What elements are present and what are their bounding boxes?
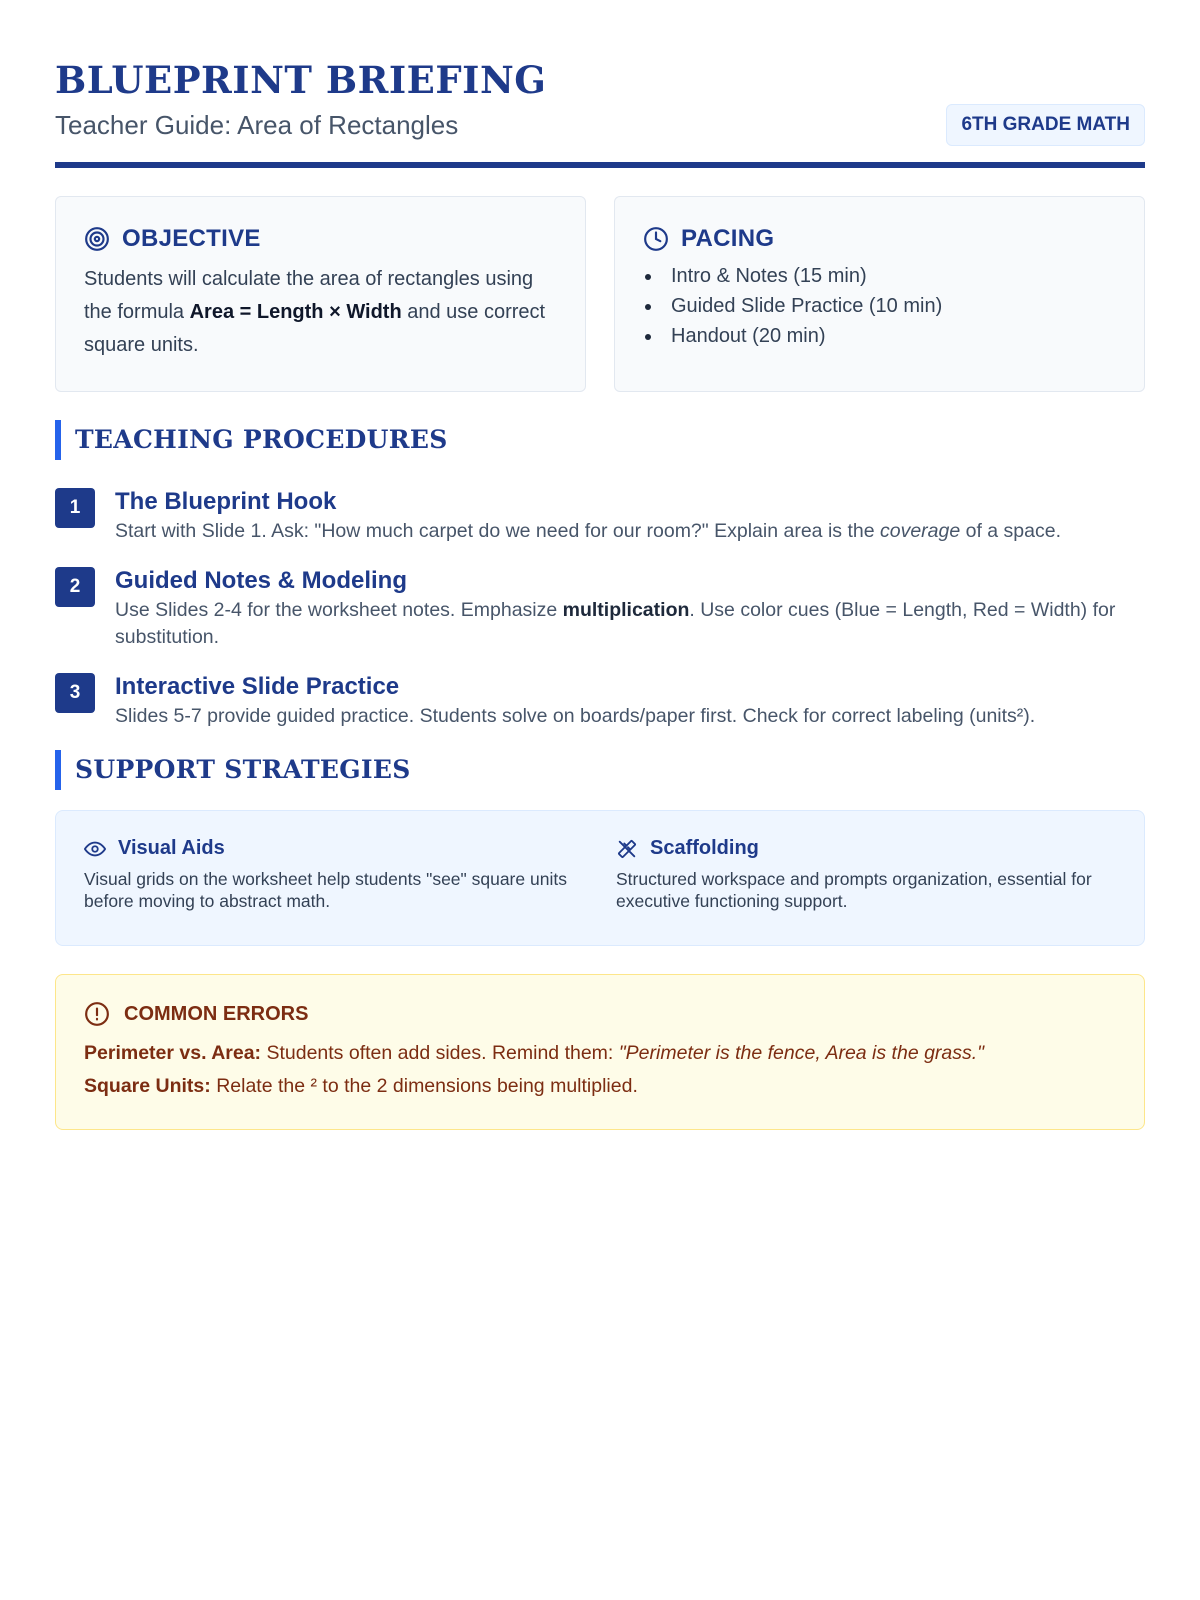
overview-cards: [55, 196, 1145, 392]
step-title: Guided Notes & Modeling: [115, 567, 407, 594]
step-2: [55, 565, 1145, 651]
common-errors-box: [55, 974, 1145, 1130]
page-subtitle: Teacher Guide: Area of Rectangles: [55, 110, 459, 140]
support-text: Structured workspace and prompts organization, essential for executive functioning support.: [616, 869, 1092, 911]
support-scaffolding: [616, 837, 1116, 919]
step-title: The Blueprint Hook: [115, 488, 337, 515]
objective-card: [55, 196, 586, 392]
support-box: [55, 810, 1145, 946]
step-1: [55, 486, 1145, 545]
target-icon: [84, 226, 110, 252]
step-text: Use Slides 2-4 for the worksheet notes. Emphasize multiplication. Use color cues (Blue = Length, Red = Width) for substitution.: [115, 599, 1116, 648]
list-item: Intro & Notes (15 min): [643, 261, 1116, 291]
header: [55, 56, 1145, 168]
list-item: Handout (20 min): [643, 321, 1116, 351]
step-number: 2: [55, 567, 95, 607]
procedure-steps: [55, 486, 1145, 730]
pacing-card: [614, 196, 1145, 392]
step-number: 3: [55, 673, 95, 713]
support-text: Visual grids on the worksheet help students "see" square units before moving to abstract math.: [84, 869, 567, 911]
step-text: Start with Slide 1. Ask: "How much carpet do we need for our room?" Explain area is the coverage of a space.: [115, 520, 1062, 542]
pencil-ruler-icon: [616, 838, 638, 860]
clock-icon: [643, 226, 669, 252]
errors-title: COMMON ERRORS: [124, 1002, 309, 1025]
error-item: Square Units: Relate the ² to the 2 dimensions being multiplied.: [84, 1075, 638, 1097]
procedures-heading: TEACHING PROCEDURES: [55, 420, 1145, 460]
support-visual-aids: [84, 837, 584, 919]
objective-title: OBJECTIVE: [122, 225, 261, 252]
pacing-header: [643, 225, 1116, 253]
objective-text: Students will calculate the area of rectangles using the formula Area = Length × Width and use correct square units.: [84, 268, 546, 356]
support-title: Visual Aids: [118, 837, 225, 859]
pacing-title: PACING: [681, 225, 775, 252]
step-3: [55, 671, 1145, 730]
objective-header: [84, 225, 557, 253]
grade-badge: 6TH GRADE MATH: [946, 104, 1145, 146]
support-title: Scaffolding: [650, 837, 759, 859]
pacing-list: [643, 261, 1116, 351]
area-formula: Area = Length × Width: [189, 301, 402, 323]
error-item: Perimeter vs. Area: Students often add sides. Remind them: "Perimeter is the fence, Area is the grass.": [84, 1042, 985, 1064]
step-title: Interactive Slide Practice: [115, 673, 400, 700]
support-heading: SUPPORT STRATEGIES: [55, 750, 1145, 790]
step-text: Slides 5-7 provide guided practice. Students solve on boards/paper first. Check for correct labeling (units²).: [115, 705, 1036, 727]
eye-icon: [84, 838, 106, 860]
page-title: BLUEPRINT BRIEFING: [55, 58, 547, 102]
alert-circle-icon: [84, 1001, 110, 1027]
list-item: Guided Slide Practice (10 min): [643, 291, 1116, 321]
step-number: 1: [55, 488, 95, 528]
